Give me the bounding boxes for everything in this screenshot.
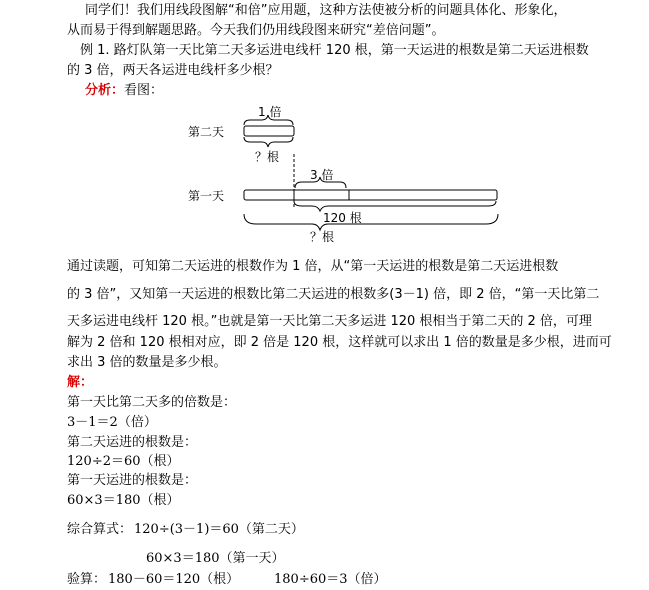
brace-120 <box>294 201 496 211</box>
explanation-line-2: 的 3 倍”，又知第一天运进的根数比第二天运进的根数多(3－1) 倍，即 2 倍，“第一天比第二 <box>67 287 600 302</box>
step3-equation: 60×3＝180（根） <box>67 493 180 508</box>
explanation-line-1: 通过读题，可知第二天运进的根数作为 1 倍，从“第一天运进的根数是第二天运进根数 <box>67 259 559 274</box>
example-line-2: 的 3 倍，两天各运进电线杆多少根？ <box>67 63 279 78</box>
label-question-day1: ？根 <box>310 230 335 244</box>
step2-description: 第二天运进的根数是： <box>67 435 198 450</box>
intro-line-2: 从而易于得到解题思路。今天我们仍用线段图来研究“差倍问题”。 <box>67 23 445 38</box>
combined-formula-eq2: 60×3＝180（第一天） <box>146 551 285 566</box>
solution-label: 解： <box>67 375 94 390</box>
label-120: 120 根 <box>323 211 362 225</box>
check-label: 验算： <box>67 572 107 587</box>
day1-bar <box>244 190 497 200</box>
explanation-line-4: 解为 2 倍和 120 根相对应，即 2 倍是 120 根，这样就可以求出 1 倍的数量是多少根，进而可 <box>67 335 612 350</box>
analysis-heading <box>85 83 163 99</box>
step2-equation: 120÷2＝60（根） <box>67 454 180 469</box>
step1-description: 第一天比第二天多的倍数是： <box>67 395 237 410</box>
check-equation-1: 180－60＝120（根） <box>108 572 240 587</box>
day2-bar <box>244 126 294 136</box>
step3-description: 第一天运进的根数是： <box>67 473 198 488</box>
brace-day1-total <box>244 214 498 230</box>
explanation-line-3: 天多运进电线杆 120 根。”也就是第一天比第二天多运进 120 根相当于第二天的 2 倍，可理 <box>67 314 592 329</box>
analysis-label: 分析： <box>85 83 125 98</box>
day1-row-label: 第一天 <box>188 189 225 203</box>
label-3x: 3 倍 <box>310 168 334 182</box>
explanation-line-5: 求出 3 倍的数量是多少根。 <box>67 355 227 370</box>
combined-formula-label: 综合算式： <box>67 522 133 537</box>
day2-row-label: 第二天 <box>188 125 225 139</box>
example-line-1: 例 1. 路灯队第一天比第二天多运进电线杆 120 根，第一天运进的根数是第二天运进根数 <box>80 43 589 58</box>
combined-formula-eq1: 120÷(3－1)＝60（第二天） <box>134 522 304 537</box>
intro-line-1: 同学们！我们用线段图解“和倍”应用题，这种方法使被分析的问题具体化、形象化， <box>85 3 567 18</box>
brace-day2-total <box>244 137 293 147</box>
label-1x: 1 倍 <box>258 105 282 119</box>
label-question-day2: ？根 <box>255 150 280 164</box>
step1-equation: 3－1＝2（倍） <box>67 415 157 430</box>
line-segment-diagram <box>180 104 600 246</box>
check-equation-2: 180÷60＝3（倍） <box>274 572 387 587</box>
analysis-text: 看图： <box>124 83 164 98</box>
